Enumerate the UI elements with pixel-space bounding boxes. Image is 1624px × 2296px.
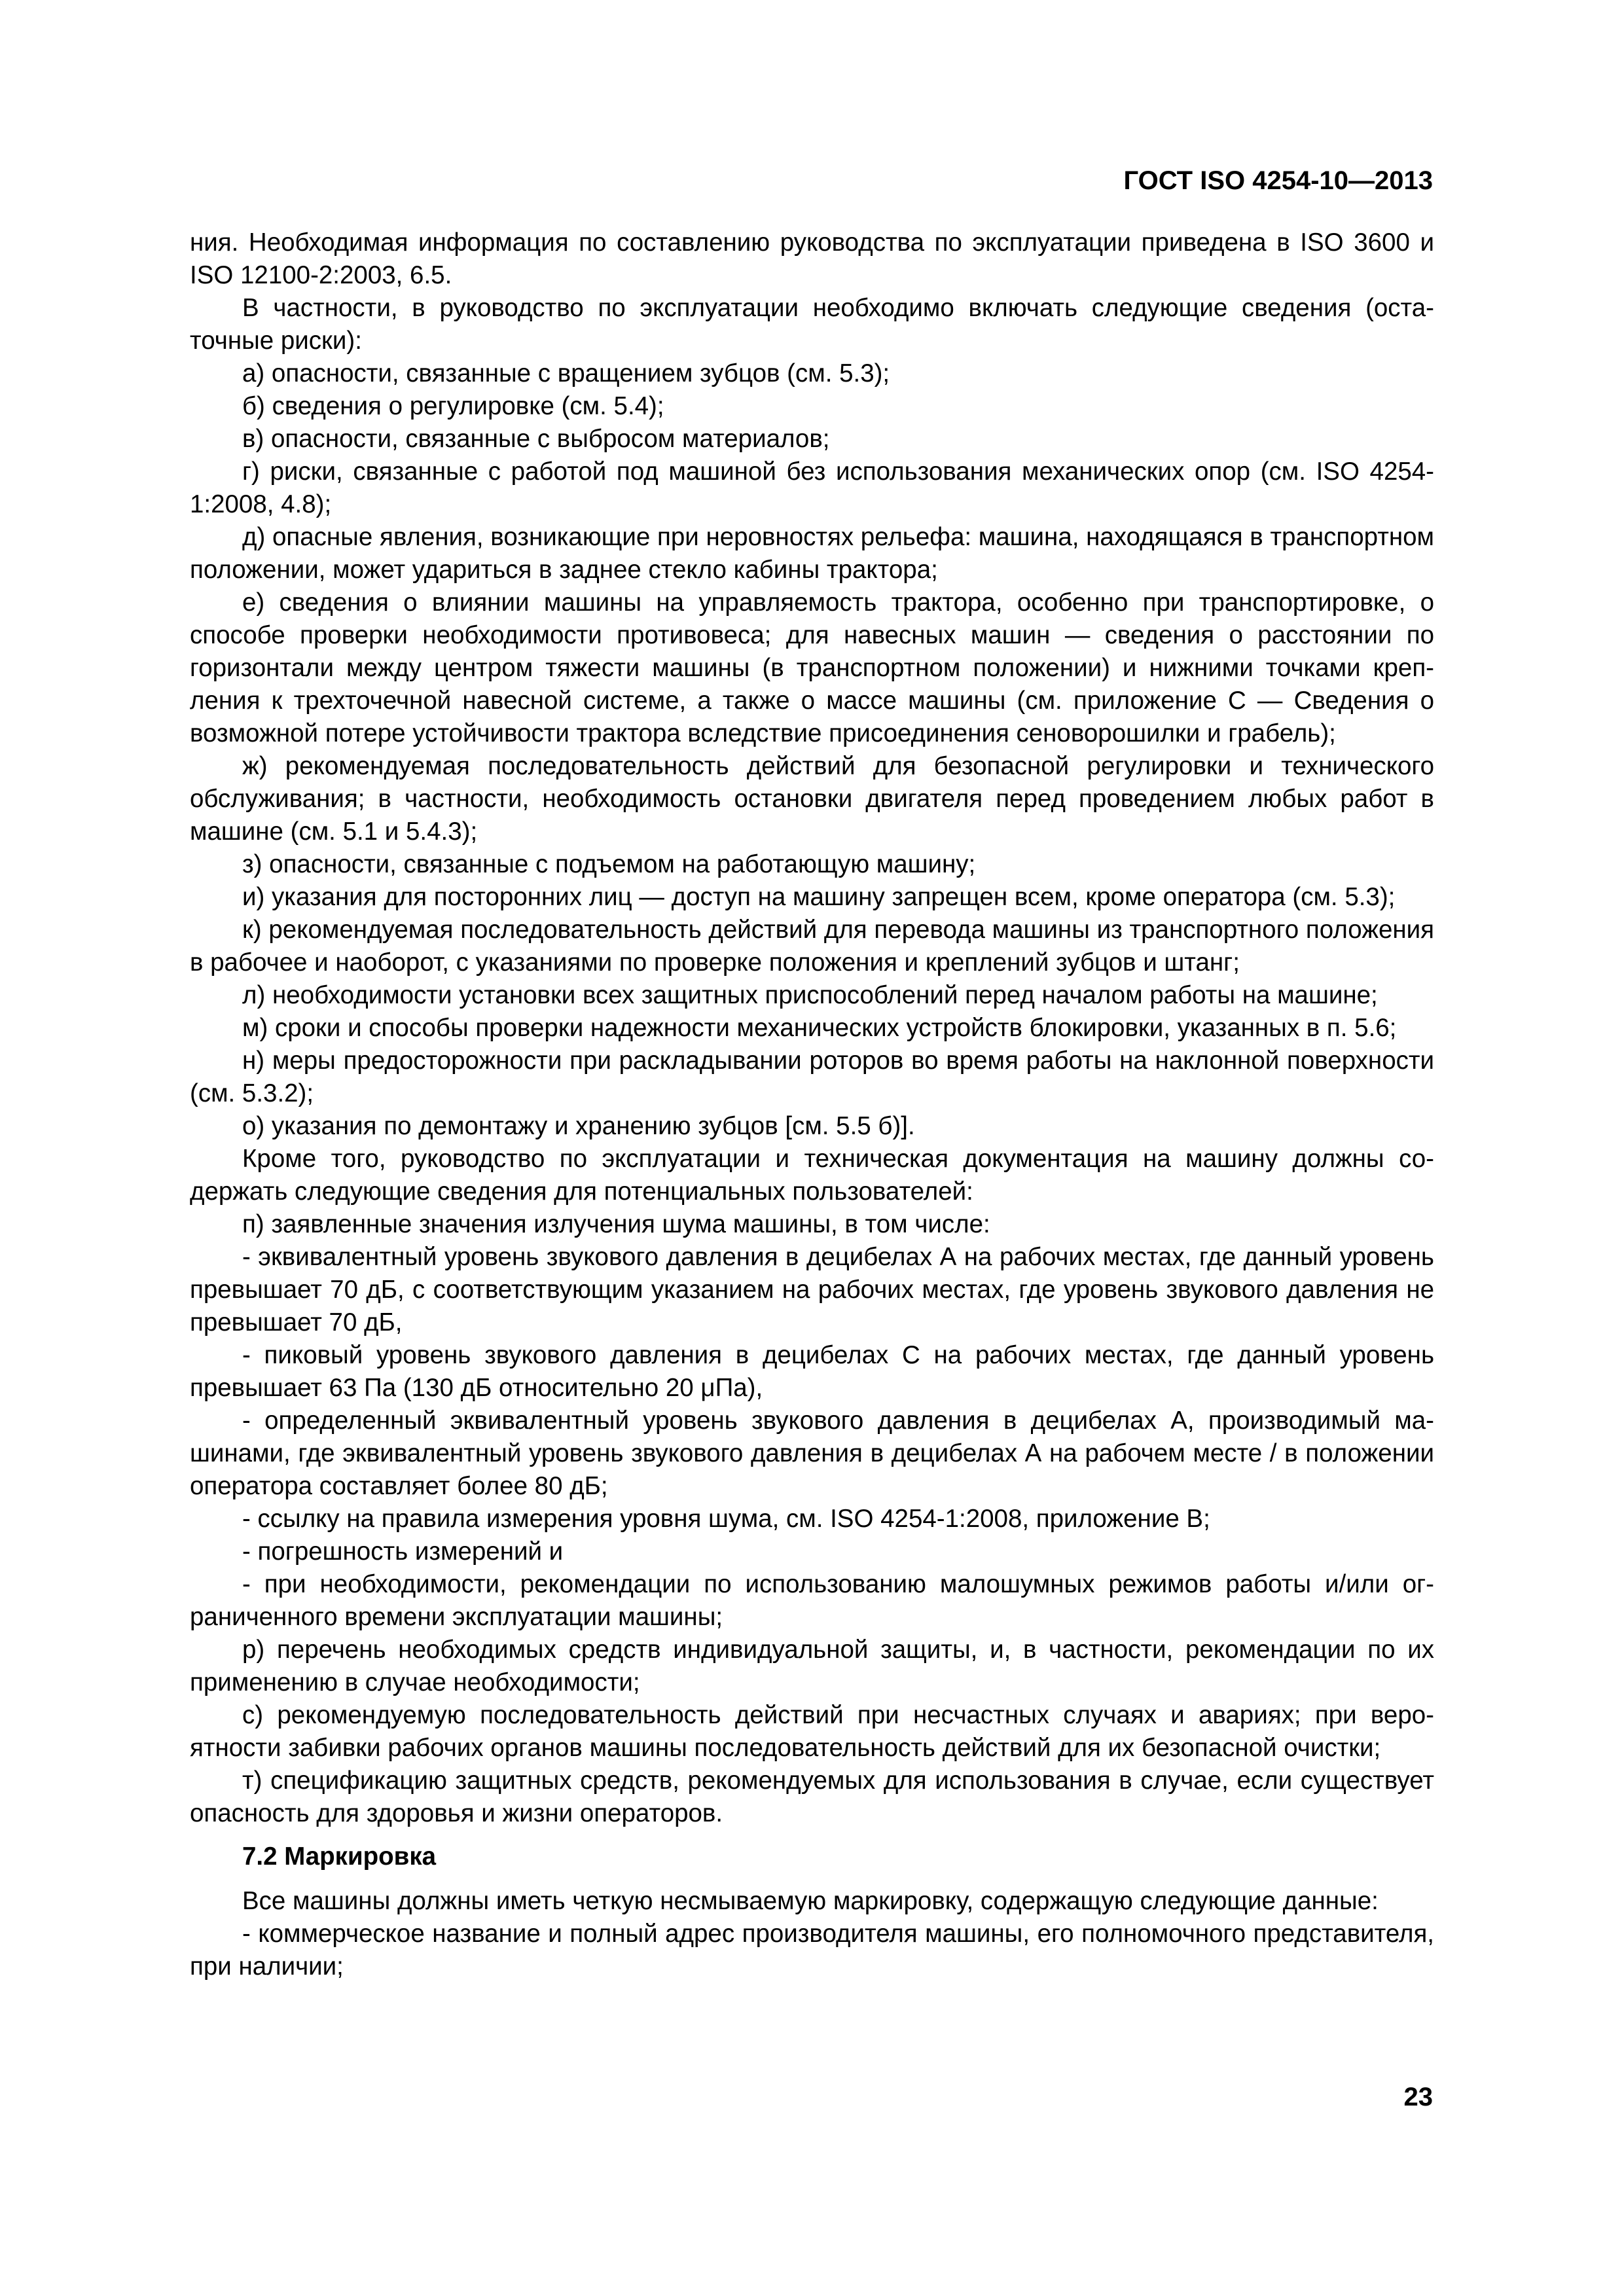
page-number: 23	[1403, 2083, 1433, 2111]
list-item: о) указания по демонтажу и хранению зубцов [см. 5.5 б)].	[242, 1112, 915, 1140]
list-item: л) необходимости установки всех защитных приспособлений перед началом работы на машине;	[242, 981, 1378, 1009]
paragraph: Кроме того, руководство по эксплуатации и техническая документация на машину должны содержать следующие сведения для потенциальных пользователей:	[190, 1145, 1434, 1206]
list-item: - ссылку на правила измерения уровня шума, см. ISO 4254-1:2008, приложение В;	[242, 1505, 1210, 1533]
list-item: г) риски, связанные с работой под машиной без использования механических опор (см. ISO 4254-1:2008, 4.8);	[190, 457, 1434, 518]
list-item: н) меры предосторожности при раскладывании роторов во время работы на наклонной поверхности (см. 5.3.2);	[190, 1047, 1434, 1107]
section-heading: 7.2 Маркировка	[242, 1842, 437, 1871]
list-item: р) перечень необходимых средств индивидуальной защиты, и, в частности, рекомендации по их применению в случае необходимости;	[190, 1636, 1434, 1696]
list-item: д) опасные явления, возникающие при неровностях рельефа: машина, находящаяся в транспортном положении, может удариться в заднее стекло кабины трактора;	[190, 523, 1434, 584]
list-item: - пиковый уровень звукового давления в децибелах С на рабочих местах, где данный уровень превышает 63 Па (130 дБ относительно 20 μПа),	[190, 1341, 1434, 1402]
list-item: з) опасности, связанные с подъемом на работающую машину;	[242, 850, 976, 878]
list-item: и) указания для посторонних лиц — доступ на машину запрещен всем, кроме оператора (см. 5.3);	[242, 883, 1396, 911]
list-item: - коммерческое название и полный адрес производителя машины, его полномочного представителя, при наличии;	[190, 1920, 1434, 1981]
paragraph: Все машины должны иметь четкую несмываемую маркировку, содержащую следующие данные:	[242, 1887, 1379, 1915]
list-item: с) рекомендуемую последовательность действий при несчастных случаях и авариях; при вероятности забивки рабочих органов машины последовательность действий для их безопасной очистки;	[190, 1701, 1434, 1762]
list-item: б) сведения о регулировке (см. 5.4);	[242, 392, 664, 420]
list-item: м) сроки и способы проверки надежности механических устройств блокировки, указанных в п. 5.6;	[242, 1014, 1397, 1042]
page-body	[190, 226, 1434, 1983]
paragraph: В частности, в руководство по эксплуатации необходимо включать следующие сведения (остаточные риски):	[190, 294, 1434, 355]
list-item: п) заявленные значения излучения шума машины, в том числе:	[242, 1210, 990, 1238]
list-item: к) рекомендуемая последовательность действий для перевода машины из транспортного положения в рабочее и наоборот, с указаниями по проверке положения и креплений зубцов и штанг;	[190, 916, 1434, 977]
list-item: - эквивалентный уровень звукового давления в децибелах А на рабочих местах, где данный уровень превышает 70 дБ, с соответствующим указанием на рабочих местах, где уровень звукового давления не превышает 70 дБ,	[190, 1243, 1434, 1336]
list-item: т) спецификацию защитных средств, рекомендуемых для использования в случае, если существует опасность для здоровья и жизни операторов.	[190, 1767, 1434, 1827]
document-header: ГОСТ ISO 4254-10—2013	[1123, 166, 1433, 195]
list-item: - определенный эквивалентный уровень звукового давления в децибелах А, производимый машинами, где эквивалентный уровень звукового давления в децибелах А на рабочем месте / в положении оператора составляет более 80 дБ;	[190, 1407, 1434, 1500]
list-item: а) опасности, связанные с вращением зубцов (см. 5.3);	[242, 359, 890, 387]
list-item: е) сведения о влиянии машины на управляемость трактора, особенно при транспортировке, о способе проверки необходимости противовеса; для навесных машин — сведения о расстоянии по горизонтали между центром тяжести машины (в транспортном положении) и нижними точками крепления к трехточечной навесной системе, а также о массе машины (см. приложение С — Сведения о возможной потере устойчивости трактора вследствие присоединения сеноворошилки и грабель);	[190, 588, 1434, 747]
list-item: - при необходимости, рекомендации по использованию малошумных режимов работы и/или ограниченного времени эксплуатации машины;	[190, 1570, 1434, 1631]
list-item: в) опасности, связанные с выбросом материалов;	[242, 425, 830, 453]
paragraph: ния. Необходимая информация по составлению руководства по эксплуатации приведена в ISO 3600 и ISO 12100-2:2003, 6.5.	[190, 228, 1434, 289]
list-item: ж) рекомендуемая последовательность действий для безопасной регулировки и технического обслуживания; в частности, необходимость остановки двигателя перед проведением любых работ в машине (см. 5.1 и 5.4.3);	[190, 752, 1434, 846]
list-item: - погрешность измерений и	[242, 1537, 564, 1566]
